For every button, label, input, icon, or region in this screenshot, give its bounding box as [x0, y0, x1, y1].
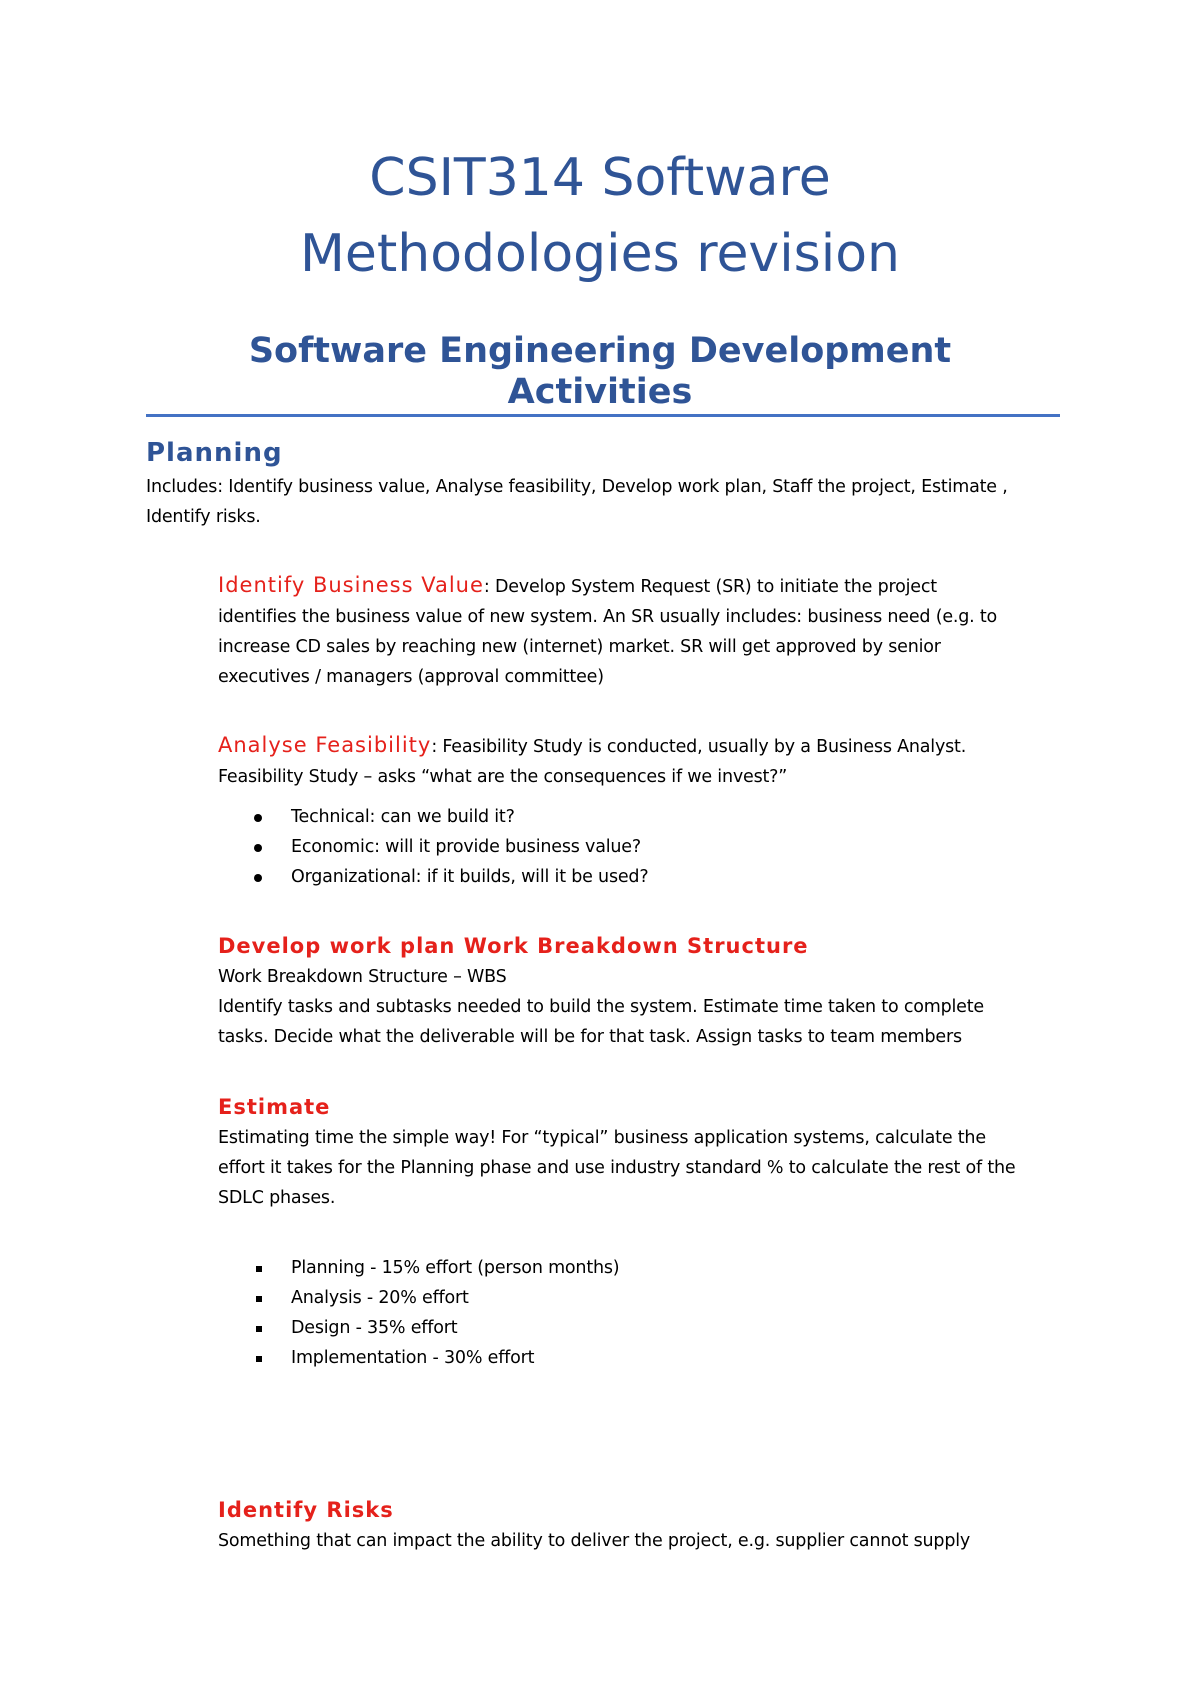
- estimate-heading: Estimate: [218, 1095, 331, 1119]
- bullet-icon: [256, 1296, 262, 1302]
- risks-paragraph: [218, 1526, 1098, 1556]
- risks-line-1: Something that can impact the ability to deliver the project, e.g. supplier cannot supply: [218, 1531, 971, 1551]
- title-line-1: CSIT314 Software: [369, 148, 831, 208]
- feasibility-paragraph: [218, 731, 1098, 792]
- subtitle-divider: [146, 414, 1060, 417]
- planning-heading: Planning: [146, 438, 283, 468]
- bullet-icon: [254, 814, 262, 822]
- work-plan-line-2: Identify tasks and subtasks needed to build the system. Estimate time taken to complete: [218, 997, 984, 1017]
- business-value-paragraph: [218, 571, 1098, 692]
- estimate-bullet-list: [218, 1253, 619, 1373]
- document-subtitle: [0, 331, 1200, 413]
- list-item: Economic: will it provide business value?: [218, 832, 648, 862]
- feasibility-bullet-list: [218, 802, 648, 892]
- business-value-line-1: : Develop System Request (SR) to initiate the project: [483, 577, 937, 597]
- estimate-line-2: effort it takes for the Planning phase and use industry standard % to calculate the rest of the: [218, 1158, 1016, 1178]
- business-value-heading: Identify Business Value: [218, 573, 484, 597]
- bullet-icon: [256, 1326, 262, 1332]
- list-item: Technical: can we build it?: [218, 802, 648, 832]
- feasibility-line-1: : Feasibility Study is conducted, usually by a Business Analyst.: [431, 737, 967, 757]
- list-item: Design - 35% effort: [218, 1313, 619, 1343]
- work-plan-line-3: tasks. Decide what the deliverable will be for that task. Assign tasks to team members: [218, 1027, 962, 1047]
- business-value-line-3: increase CD sales by reaching new (internet) market. SR will get approved by senior: [218, 637, 941, 657]
- work-plan-heading: Develop work plan Work Breakdown Structure: [218, 934, 809, 958]
- business-value-line-2: identifies the business value of new system. An SR usually includes: business need (e.g. to: [218, 607, 998, 627]
- bullet-icon: [256, 1356, 262, 1362]
- risks-heading: Identify Risks: [218, 1498, 394, 1522]
- planning-paragraph: [146, 472, 1086, 532]
- feasibility-line-2: Feasibility Study – asks “what are the consequences if we invest?”: [218, 767, 788, 787]
- work-plan-line-1: Work Breakdown Structure – WBS: [218, 967, 507, 987]
- bullet-icon: [254, 844, 262, 852]
- estimate-line-3: SDLC phases.: [218, 1188, 336, 1208]
- bullet-icon: [256, 1266, 262, 1272]
- feasibility-heading: Analyse Feasibility: [218, 733, 432, 757]
- bullet-icon: [254, 874, 262, 882]
- subtitle-line-1: Software Engineering Development: [248, 331, 952, 371]
- estimate-line-1: Estimating time the simple way! For “typical” business application systems, calculate the: [218, 1128, 986, 1148]
- list-item: Analysis - 20% effort: [218, 1283, 619, 1313]
- subtitle-line-2: Activities: [507, 372, 693, 412]
- list-item: Organizational: if it builds, will it be used?: [218, 862, 648, 892]
- title-line-2: Methodologies revision: [300, 224, 900, 284]
- business-value-line-4: executives / managers (approval committee): [218, 667, 604, 687]
- planning-line-1: Includes: Identify business value, Analyse feasibility, Develop work plan, Staff the project, Estimate ,: [146, 477, 1008, 497]
- list-item: Planning - 15% effort (person months): [218, 1253, 619, 1283]
- estimate-paragraph: [218, 1123, 1098, 1213]
- planning-line-2: Identify risks.: [146, 507, 261, 527]
- list-item: Implementation - 30% effort: [218, 1343, 619, 1373]
- work-plan-paragraph: [218, 962, 1098, 1052]
- document-title: [0, 140, 1200, 292]
